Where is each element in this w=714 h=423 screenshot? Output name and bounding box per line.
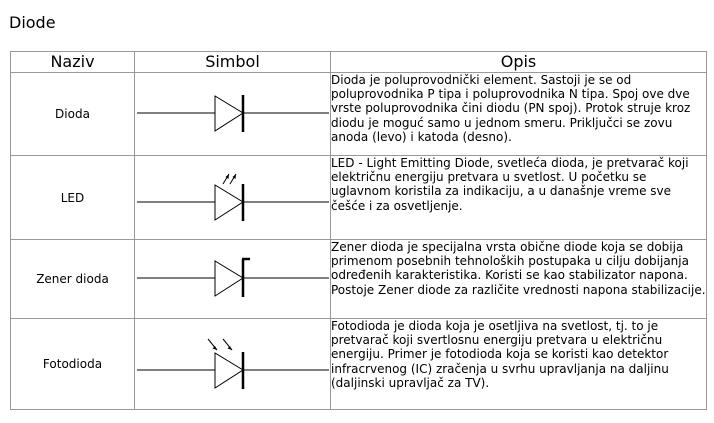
- header-name: Naziv: [11, 52, 135, 73]
- diode-symbol-cell: [135, 73, 331, 156]
- photodiode-symbol-cell: [135, 319, 331, 410]
- zener-description-cell: Zener dioda je specijalna vrsta obične diode koja se dobija primenom posebnih tehnoloških postupaka u cilju dobijanja određenih karakteristika. Koristi se kao stabilizator napona. Postoje Zener diode za različite vrednosti napona stabilizacije.: [331, 240, 707, 319]
- led-symbol-cell: [135, 156, 331, 240]
- led-description-cell: LED - Light Emitting Diode, svetleća dioda, je pretvarač koji električnu energiju pretvara u svetlost. U početku se uglavnom koristila za indikaciju, a u današnje vreme sve češće i za osvetljenje.: [331, 156, 707, 240]
- diode-description-cell: Dioda je poluprovodnički element. Sastoji je se od poluprovodnika P tipa i poluprovodnika N tipa. Spoj ove dve vrste poluprovodnika čini diodu (PN spoj). Protok struje kroz diodu je moguć samo u jednom smeru. Priključci se zovu anoda (levo) i katoda (desno).: [331, 73, 707, 156]
- header-symbol: Simbol: [135, 52, 331, 73]
- table-row-zener: [11, 240, 707, 319]
- led-symbol-icon: [135, 156, 331, 239]
- header-description: Opis: [331, 52, 707, 73]
- photodiode-name-cell: Fotodioda: [11, 319, 135, 410]
- photodiode-description-cell: Fotodioda je dioda koja je osetljiva na svetlost, tj. to je pretvarač koji svertlosnu energiju pretvara u električnu energiju. Primer je fotodioda koja se koristi kao detektor infracrvenog (IC) zračenja u svrhu upravljanja na daljinu (daljinski upravljač za TV).: [331, 319, 707, 410]
- table-header-row: [11, 52, 707, 73]
- table-row-photodiode: [11, 319, 707, 410]
- diode-symbol-icon: [135, 73, 331, 155]
- diode-table: [10, 51, 707, 410]
- zener-name-cell: Zener dioda: [11, 240, 135, 319]
- zener-symbol-cell: [135, 240, 331, 319]
- table-row-led: [11, 156, 707, 240]
- photodiode-symbol-icon: [135, 319, 331, 409]
- table-row-diode: [11, 73, 707, 156]
- zener-diode-symbol-icon: [135, 240, 331, 318]
- led-name-cell: LED: [11, 156, 135, 240]
- diode-name-cell: Dioda: [11, 73, 135, 156]
- page-title: Diode: [9, 13, 56, 32]
